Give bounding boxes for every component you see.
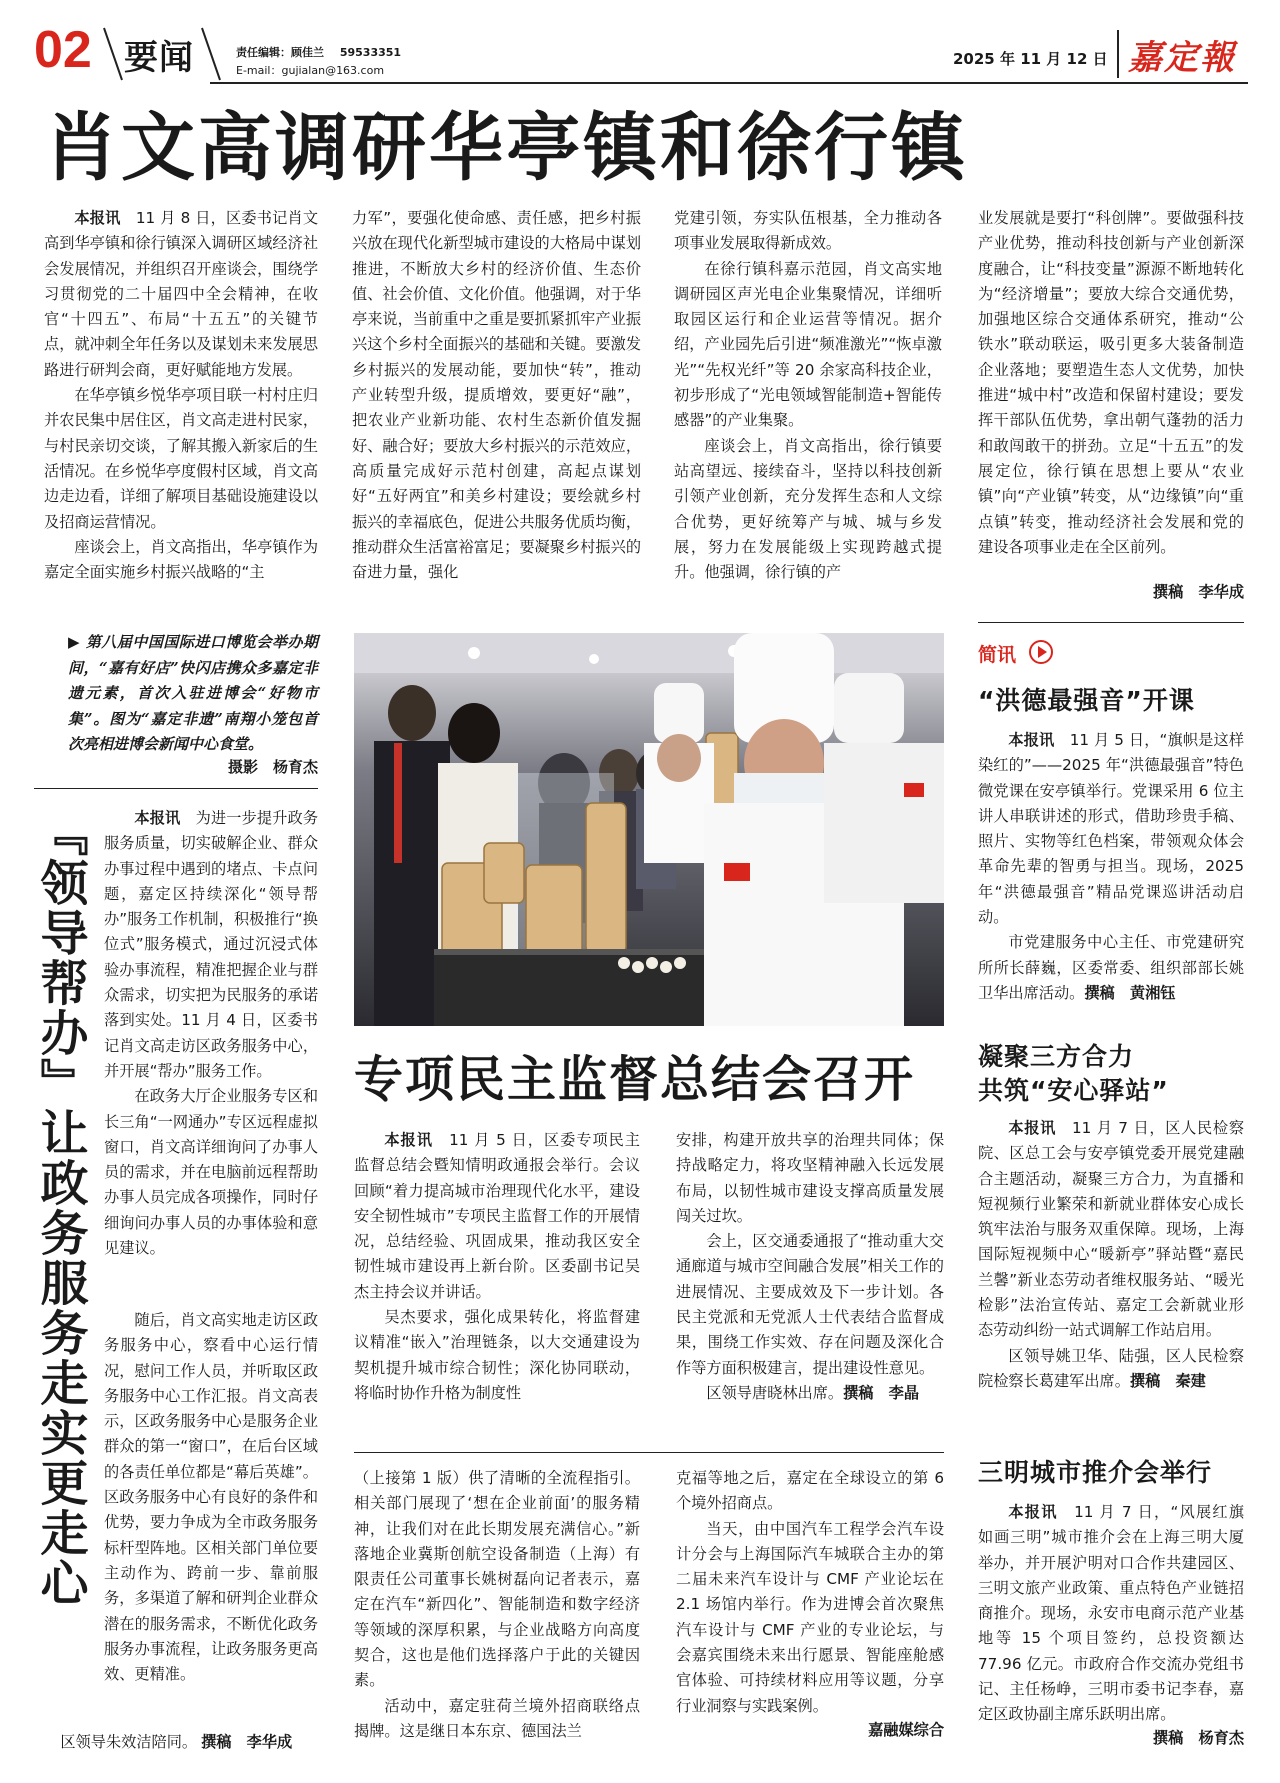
continued-byline <box>676 1718 944 1743</box>
brief-2-body <box>978 1116 1244 1394</box>
supervision-byline-label: 撰稿 <box>843 1383 874 1402</box>
service-p1 <box>104 806 318 1084</box>
editor-email: E-mail：gujialan@163.com <box>236 64 385 77</box>
caption-divider <box>34 788 318 789</box>
masthead-divider <box>1117 30 1119 78</box>
brief-3-title: 三明城市推介会举行 <box>978 1458 1213 1487</box>
lead-p5: 党建引领，夯实队伍根基，全力推动各项事业发展取得新成效。 <box>674 209 942 253</box>
continued-p2: 活动中，嘉定驻荷兰境外招商联络点揭牌。这是继日本东京、德国法兰 <box>354 1696 640 1740</box>
lead-p4: 力军”，要强化使命感、责任感，把乡村振兴放在现代化新型城市建设的大格局中谋划推进，不断放大乡村的经济价值、生态价值、社会价值、文化价值。他强调，对于华亭来说，当前重中之重是要抓紧抓牢产业振兴这个乡村全面振兴的基础和关键。要激发乡村振兴的发展动能，要加快“转”，推动产业转型升级，提质增效，要更好“融”，把农业产业新功能、农村生态新价值发掘好、融合好；要放大乡村振兴的示范效应，高质量完成好示范村创建，高起点谋划好“五好两宜”和美乡村建设；要绘就乡村振兴的幸福底色，促进公共服务优质均衡，推动群众生活富裕富足；要凝聚乡村振兴的奋进力量，强化 <box>352 209 641 582</box>
lead-p8: 业发展就是要打“科创牌”。要做强科技产业优势，推动科技创新与产业创新深度融合，让“科技变量”源源不断地转化为“经济增量”；要放大综合交通优势，加强地区综合交通体系研究，推动“公铁水”联动联运，吸引更多大装备制造企业落地；要塑造生态人文优势，加快推进“城中村”改造和保留村建设；要发挥干部队伍优势，拿出朝气蓬勃的活力和敢闯敢干的拼劲。立足“十五五”的发展定位，徐行镇在思想上要从“农业镇”向“产业镇”转变，从“边缘镇”向“重点镇”转变，推动经济社会发展和党的建设各项事业走在全区前列。 <box>978 209 1244 556</box>
supervision-col-1 <box>354 1128 640 1406</box>
briefs-top-rule <box>978 622 1244 623</box>
supervision-p5 <box>676 1381 944 1406</box>
brief-1-p2 <box>978 930 1244 1006</box>
service-p2: 在政务大厅企业服务专区和长三角“一网通办”专区远程虚拟窗口，肖文高详细询问了办事人员的需求，并在电脑前远程帮助办事人员完成各项操作，同时仔细询问办事人员的办事体验和意见建议。 <box>104 1087 318 1258</box>
header-rule <box>210 82 1248 84</box>
page-number: 02 <box>34 21 92 79</box>
service-byline-name: 李华成 <box>246 1733 293 1751</box>
brief-3-p1 <box>978 1500 1244 1728</box>
brief-1-prefix: 本报讯 <box>1008 731 1055 749</box>
brief-2-byline-label: 撰稿 <box>1129 1371 1161 1390</box>
brief-2-p2-text: 区领导姚卫华、陆强，区人民检察院检察长葛建军出席。 <box>978 1346 1244 1390</box>
briefs-label <box>978 640 1053 667</box>
issue-date: 2025 年 11 月 12 日 <box>953 50 1108 68</box>
lead-byline <box>978 580 1244 605</box>
lead-p3: 座谈会上，肖文高指出，华亭镇作为嘉定全面实施乡村振兴战略的“主 <box>44 537 318 582</box>
lead-p7: 座谈会上，肖文高指出，徐行镇要站高望远、接续奋斗，坚持以科技创新引领产业创新，充分发挥生态和人文综合优势，更好统筹产与城、城与乡发展，努力在发展能级上实现跨越式提升。他强调，徐行镇的产 <box>674 436 942 582</box>
section-slash-2 <box>196 24 226 84</box>
supervision-p1-text: 11 月 5 日，区委专项民主监督总结会暨知情明政通报会举行。会议回顾“着力提高城市治理现代化水平，建设安全韧性城市”专项民主监督工作的开展情况，总结经验、巩固成果，推动我区安全韧性城市建设再上新台阶。区委副书记吴杰主持会议并讲话。 <box>354 1131 640 1301</box>
lead-p2: 在华亭镇乡悦华亭项目联一村村庄归并农民集中居住区，肖文高走进村民家，与村民亲切交谈，了解其搬入新家后的生活情况。在乡悦华亭度假村区域，肖文高边走边看，详细了解项目基础设施建设以及招商运营情况。 <box>44 386 318 531</box>
lead-col-4 <box>978 206 1244 586</box>
play-circle-icon <box>1029 640 1053 664</box>
service-body-top <box>104 806 318 1261</box>
service-p3: 随后，肖文高实地走访区政务服务中心，察看中心运行情况，慰问工作人员，并听取区政务服务中心工作汇报。肖文高表示，区政务服务中心是服务企业群众的第一“窗口”，在后台区域的各责任单位都是“幕后英雄”。区政务服务中心有良好的条件和优势，要力争成为全市政务服务标杆型阵地。区相关部门单位要主动作为、跨前一步、靠前服务，多渠道了解和研判企业群众潜在的服务需求，不断优化政务服务办事流程，让政务服务更高效、更精准。 <box>104 1311 318 1684</box>
brief-2-title <box>978 1040 1169 1108</box>
photo-caption <box>68 630 318 758</box>
editor-line <box>236 44 401 60</box>
brief-2-byline-name: 秦建 <box>1175 1371 1206 1390</box>
supervision-p4: 会上，区交通委通报了“推动重大交通廊道与城市空间融合发展”相关工作的进展情况、主要成效及下一步计划。各民主党派和无党派人士代表结合监督成果，围绕工作实效、存在问题及深化合作等方面积极建言，提出建设性意见。 <box>676 1232 944 1377</box>
lead-col-1 <box>44 206 318 606</box>
continued-divider <box>354 1452 944 1453</box>
brief-1-p1 <box>978 728 1244 930</box>
brief-2-prefix: 本报讯 <box>1008 1119 1057 1137</box>
brief-3-byline <box>978 1726 1244 1751</box>
supervision-p2: 吴杰要求，强化成果转化，将监督建议精准“嵌入”治理链条，以大交通建设为契机提升城市综合韧性；深化协同联动，将临时协作升格为制度性 <box>354 1308 640 1402</box>
service-body-foot <box>30 1730 318 1755</box>
service-byline-label: 撰稿 <box>201 1733 232 1751</box>
masthead-logo: 嘉定報 <box>1128 38 1236 78</box>
service-headline: 『领导帮办』让政务服务走实更走心 <box>32 808 88 1608</box>
service-prefix: 本报讯 <box>134 809 181 827</box>
photo-credit-label: 摄影 <box>227 758 258 776</box>
brief-1-p2-text: 市党建服务中心主任、市党建研究所所长薛巍，区委常委、组织部部长姚卫华出席活动。 <box>978 933 1244 1002</box>
brief-1-p1-text: 11 月 5 日，“旗帜是这样染红的”——2025 年“洪德最强音”特色微党课在安亭镇举行。党课采用 6 位主讲人串联讲述的形式，借助珍贵手稿、照片、实物等红色档案，带领观众体会革命先辈的智勇与担当。现场，2025 年“洪德最强音”精品党课巡讲活动启动。 <box>978 731 1245 927</box>
briefs-label-text: 简讯 <box>978 644 1017 666</box>
lead-headline: 肖文高调研华亭镇和徐行镇 <box>44 105 968 191</box>
brief-2-title-line-1: 凝聚三方合力 <box>978 1042 1135 1071</box>
brief-2-p1 <box>978 1116 1244 1344</box>
lead-text: 11 月 8 日，区委书记肖文高到华亭镇和徐行镇深入调研区域经济社会发展情况，并组织召开座谈会，围绕学习贯彻党的二十届四中全会精神，在收官“十四五”、布局“十五五”的关键节点，就冲刺全年任务以及谋划未来发展思路进行研判会商，更好赋能地方发展。 <box>44 209 319 379</box>
supervision-p1 <box>354 1128 640 1305</box>
continued-col-1 <box>354 1466 640 1744</box>
photo-credit <box>68 756 318 777</box>
editor-name: 顾佳兰 <box>291 46 324 59</box>
brief-1-body <box>978 728 1244 1006</box>
supervision-p3: 安排，构建开放共享的治理共同体；保持战略定力，将攻坚精神融入长远发展布局，以韧性城市建设支撑高质量发展闯关过坎。 <box>676 1131 944 1225</box>
brief-1-byline-label: 撰稿 <box>1084 983 1115 1002</box>
supervision-col-2 <box>676 1128 944 1406</box>
service-p4-text: 区领导朱效洁陪同。 <box>60 1733 198 1751</box>
continued-col-2 <box>676 1466 944 1719</box>
editor-phone: 59533351 <box>339 46 402 59</box>
brief-1-title: “洪德最强音”开课 <box>978 686 1195 715</box>
brief-1-byline-name: 黄湘钰 <box>1129 983 1176 1002</box>
photo-credit-name: 杨育杰 <box>272 758 318 776</box>
brief-3-p1-text: 11 月 7 日，“风展红旗 如画三明”城市推介会在上海三明大厦举办，并开展沪明对口合作共建园区、三明文旅产业政策、重点特色产业链招商推介。现场，永安市电商示范产业基地等 15 个项目签约，总投资额达 77.96 亿元。市政府合作交流办党组书记、主任杨峥，三明市委书记李春，嘉定区政协副主席乐跃明出席。 <box>978 1503 1245 1724</box>
brief-3-body <box>978 1500 1244 1728</box>
lead-byline-label: 撰稿 <box>1152 583 1184 601</box>
photo-illustration <box>354 633 944 1026</box>
caption-arrow-icon: ▶ <box>68 633 81 651</box>
brief-3-byline-name: 杨育杰 <box>1198 1729 1244 1747</box>
supervision-byline-name: 李晶 <box>888 1383 920 1402</box>
continued-p1: （上接第 1 版）供了清晰的全流程指引。相关部门展现了‘想在企业前面’的服务精神，让我们对在此长期发展充满信心。”新落地企业冀斯创航空设备制造（上海）有限责任公司董事长姚树磊向记者表示，嘉定在汽车“新四化”、智能制造和数字经济等领域的深厚积累，与企业战略方向高度契合，这也是他们选择落户于此的关键因素。 <box>354 1469 640 1690</box>
lead-col-2 <box>352 206 641 606</box>
brief-3-byline-label: 撰稿 <box>1152 1729 1184 1747</box>
brief-3-prefix: 本报讯 <box>1008 1503 1058 1521</box>
lead-p6: 在徐行镇科嘉示范园，肖文高实地调研园区声光电企业集聚情况，详细听取园区运行和企业运营等情况。据介绍，产业园先后引进“频准激光”“恢卓激光”“先权光纤”等 20 余家高科技企业，初步形成了“光电领域智能制造+智能传感器”的产业集聚。 <box>674 259 942 430</box>
lead-p1 <box>44 206 318 383</box>
service-p1-text: 为进一步提升政务服务质量，切实破解企业、群众办事过程中遇到的堵点、卡点问题，嘉定区持续深化“领导帮办”服务工作机制，积极推行“换位式”服务模式，通过沉浸式体验办事流程，精准把握企业与群众需求，切实把为民服务的承诺落到实处。11 月 4 日，区委书记肖文高走访区政务服务中心，并开展“帮办”服务工作。 <box>104 809 319 1080</box>
supervision-headline: 专项民主监督总结会召开 <box>354 1051 916 1108</box>
supervision-prefix: 本报讯 <box>384 1131 433 1149</box>
lead-col-3 <box>674 206 942 606</box>
continued-byline-name: 嘉融媒综合 <box>868 1721 944 1739</box>
brief-2-title-line-2: 共筑“安心驿站” <box>978 1076 1169 1105</box>
lead-prefix: 本报讯 <box>74 209 121 227</box>
editor-label: 责任编辑： <box>236 46 291 59</box>
lead-byline-name: 李华成 <box>1198 583 1244 601</box>
brief-2-p1-text: 11 月 7 日，区人民检察院、区总工会与安亭镇党委开展党建融合主题活动，凝聚三方合力，为直播和短视频行业繁荣和新就业群体安心成长筑牢法治与服务双重保障。现场，上海国际短视频中心“暖新亭”驿站暨“嘉民兰馨”新业态劳动者维权服务站、“暖光检影”法治宣传站、嘉定工会新就业形态劳动纠纷一站式调解工作站启用。 <box>978 1119 1245 1340</box>
brief-2-p2 <box>978 1344 1244 1395</box>
supervision-p5-text: 区领导唐晓林出席。 <box>706 1383 844 1402</box>
continued-p4: 当天，由中国汽车工程学会汽车设计分会与上海国际汽车城联合主办的第二届未来汽车设计与 CMF 产业论坛在 2.1 场馆内举行。作为进博会首次聚焦汽车设计与 CMF 产业的专业论坛，与会嘉宾围绕未来出行愿景、智能座舱感官体验、可持续材料应用等议题，分享行业洞察与实践案例。 <box>676 1519 944 1715</box>
section-name: 要闻 <box>124 38 194 78</box>
news-photo <box>354 633 944 1026</box>
caption-text: 第八届中国国际进口博览会举办期间，“嘉有好店”快闪店携众多嘉定非遗元素，首次入驻进博会“好物市集”。图为“嘉定非遗”南翔小笼包首次亮相进博会新闻中心食堂。 <box>68 633 318 753</box>
continued-p3: 克福等地之后，嘉定在全球设立的第 6 个境外招商点。 <box>676 1469 944 1513</box>
service-body-bottom <box>104 1308 318 1687</box>
service-p4 <box>30 1730 318 1755</box>
